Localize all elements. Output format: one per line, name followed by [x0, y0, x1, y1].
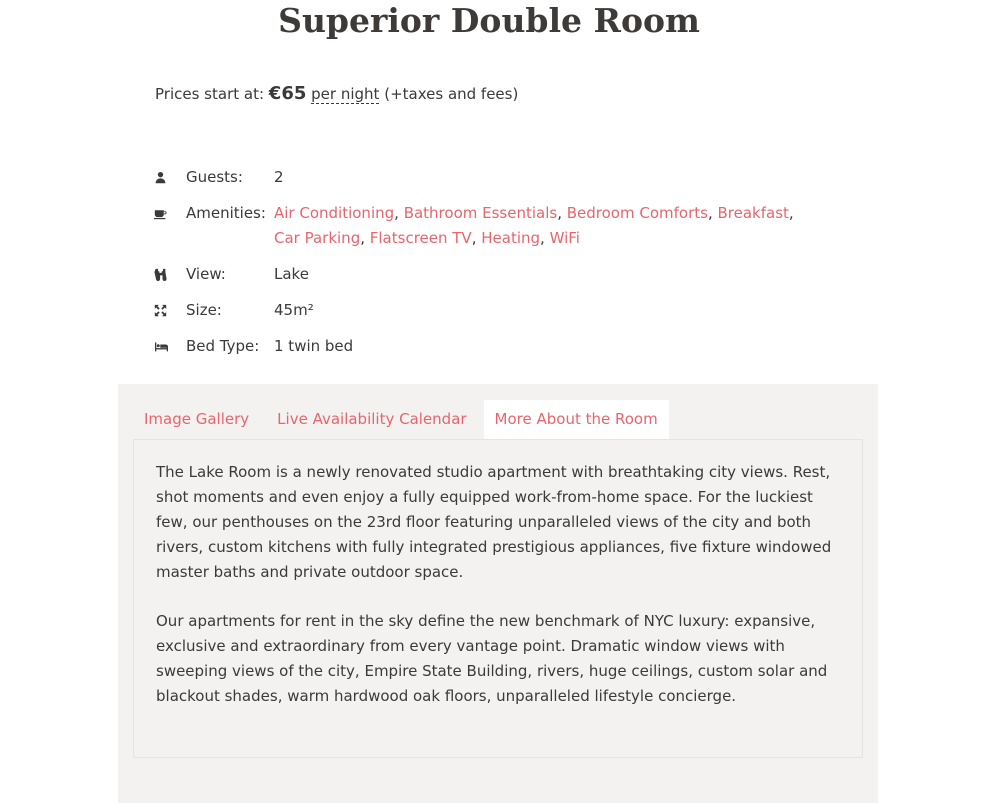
guests-value: 2 — [274, 168, 284, 186]
guests-label: Guests: — [186, 168, 243, 186]
size-label: Size: — [186, 301, 222, 319]
tab-bar — [133, 400, 675, 439]
price-amount: €65 — [268, 83, 307, 104]
page-title: Superior Double Room — [278, 1, 700, 40]
expand-icon — [152, 298, 186, 323]
view-label: View: — [186, 265, 226, 283]
bed-type-value: 1 twin bed — [274, 337, 354, 355]
bed-icon — [152, 334, 186, 359]
detail-amenities — [152, 201, 822, 251]
room-description-paragraph: The Lake Room is a newly renovated studio apartment with breathtaking city views. Rest, shot moments and even enjoy a fully equipped work-from-home space. For the luckiest few, our penthouses on the 23rd floor featuring unparalleled views of the city and both rivers, custom kitchens with fully integrated prestigious appliances, five fixture windowed master baths and private outdoor space. — [156, 463, 832, 581]
amenity-link[interactable]: Air Conditioning — [274, 204, 395, 222]
tab-live-availability-calendar[interactable]: Live Availability Calendar — [277, 410, 467, 428]
amenity-link[interactable]: Car Parking — [274, 229, 361, 247]
bed-type-label: Bed Type: — [186, 337, 260, 355]
tab-image-gallery[interactable]: Image Gallery — [144, 410, 250, 428]
tab-content-more-about-the-room — [133, 439, 863, 758]
amenity-link[interactable]: Bathroom Essentials — [403, 204, 558, 222]
price-line — [155, 82, 518, 106]
detail-size — [152, 298, 822, 323]
price-period[interactable]: per night — [311, 85, 380, 103]
amenity-link[interactable]: Heating — [481, 229, 541, 247]
binoculars-icon — [152, 262, 186, 287]
amenity-link[interactable]: Bedroom Comforts — [566, 204, 708, 222]
detail-view — [152, 262, 822, 287]
detail-bed-type — [152, 334, 822, 359]
tab-more-about-the-room[interactable]: More About the Room — [484, 400, 669, 439]
view-value: Lake — [274, 265, 309, 283]
price-suffix: (+taxes and fees) — [384, 85, 519, 103]
room-description-paragraph: Our apartments for rent in the sky define the new benchmark of NYC luxury: expansive, exclusive and extraordinary from every vantage point. Dramatic window views with sweeping views of the city, Empire State Building, rivers, huge ceilings, custom solar and blackout shades, warm hardwood oak floors, unparalleled lifestyle concierge. — [156, 612, 828, 705]
detail-guests — [152, 165, 822, 190]
room-details — [152, 165, 822, 370]
amenities-label: Amenities: — [186, 204, 266, 222]
amenities-list: Air Conditioning, Bathroom Essentials, Bedroom Comforts, Breakfast, Car Parking, Flatscreen TV, Heating, WiFi — [274, 204, 794, 247]
amenity-link[interactable]: WiFi — [549, 229, 580, 247]
amenity-link[interactable]: Breakfast — [717, 204, 789, 222]
amenity-link[interactable]: Flatscreen TV — [369, 229, 472, 247]
user-icon — [152, 165, 186, 190]
coffee-icon — [152, 201, 186, 226]
room-tabs-panel — [118, 384, 878, 803]
size-value: 45m² — [274, 301, 314, 319]
price-prefix: Prices start at: — [155, 85, 265, 103]
